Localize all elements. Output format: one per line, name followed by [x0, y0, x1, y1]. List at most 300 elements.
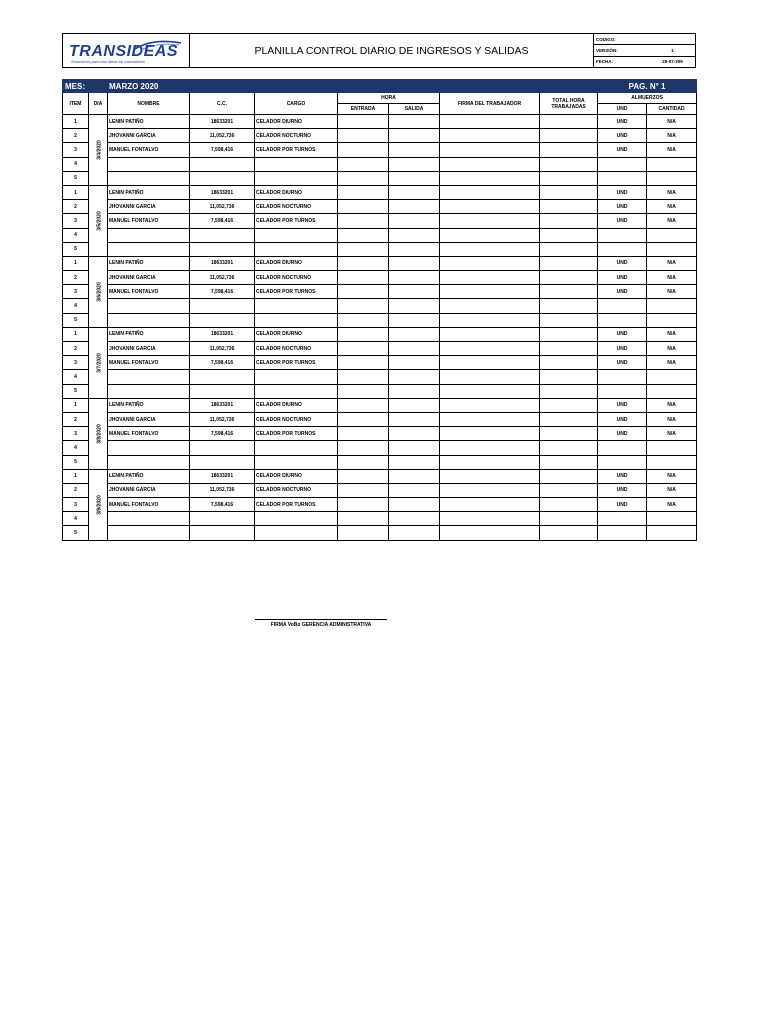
- salida-cell[interactable]: [389, 115, 440, 129]
- salida-cell[interactable]: [389, 313, 440, 327]
- entrada-cell[interactable]: [338, 455, 389, 469]
- item-cell: 3: [63, 143, 89, 157]
- entrada-cell[interactable]: [338, 129, 389, 143]
- total-hours-cell[interactable]: [540, 412, 598, 426]
- name-cell: [108, 370, 190, 384]
- cargo-cell: CELADOR DIURNO: [255, 327, 338, 341]
- name-cell: [108, 441, 190, 455]
- salida-cell[interactable]: [389, 185, 440, 199]
- total-hours-cell[interactable]: [540, 228, 598, 242]
- firma-cell[interactable]: [440, 271, 540, 285]
- cantidad-cell: [647, 228, 697, 242]
- salida-cell[interactable]: [389, 427, 440, 441]
- total-hours-cell[interactable]: [540, 129, 598, 143]
- salida-cell[interactable]: [389, 143, 440, 157]
- entrada-cell[interactable]: [338, 483, 389, 497]
- entrada-cell[interactable]: [338, 299, 389, 313]
- total-hours-cell[interactable]: [540, 441, 598, 455]
- entrada-cell[interactable]: [338, 285, 389, 299]
- entrada-cell[interactable]: [338, 498, 389, 512]
- cc-cell: 11,052,736: [190, 483, 255, 497]
- entrada-cell[interactable]: [338, 143, 389, 157]
- cargo-cell: CELADOR NOCTURNO: [255, 129, 338, 143]
- cantidad-cell: N/A: [647, 143, 697, 157]
- cc-cell: [190, 455, 255, 469]
- item-cell: 4: [63, 370, 89, 384]
- salida-cell[interactable]: [389, 370, 440, 384]
- total-hours-cell[interactable]: [540, 285, 598, 299]
- cc-cell: [190, 171, 255, 185]
- cantidad-cell: [647, 157, 697, 171]
- table-row: [63, 412, 697, 426]
- cantidad-cell: N/A: [647, 412, 697, 426]
- firma-cell[interactable]: [440, 512, 540, 526]
- item-cell: 2: [63, 129, 89, 143]
- name-cell: LENIN PATIÑO: [108, 115, 190, 129]
- entrada-cell[interactable]: [338, 398, 389, 412]
- cantidad-cell: N/A: [647, 498, 697, 512]
- total-hours-cell[interactable]: [540, 526, 598, 540]
- cantidad-cell: [647, 384, 697, 398]
- table-row: [63, 157, 697, 171]
- item-cell: 3: [63, 356, 89, 370]
- entrada-cell[interactable]: [338, 526, 389, 540]
- salida-cell[interactable]: [389, 157, 440, 171]
- cc-cell: 11,052,736: [190, 200, 255, 214]
- col-und: UND: [598, 104, 647, 115]
- item-cell: 4: [63, 228, 89, 242]
- total-hours-cell[interactable]: [540, 214, 598, 228]
- item-cell: 3: [63, 427, 89, 441]
- cantidad-cell: [647, 242, 697, 256]
- cargo-cell: [255, 228, 338, 242]
- cargo-cell: [255, 370, 338, 384]
- firma-cell[interactable]: [440, 115, 540, 129]
- cc-cell: [190, 512, 255, 526]
- item-cell: 5: [63, 242, 89, 256]
- col-cantidad: CANTIDAD: [647, 104, 697, 115]
- firma-cell[interactable]: [440, 185, 540, 199]
- cc-cell: [190, 441, 255, 455]
- cargo-cell: [255, 384, 338, 398]
- col-salida: SALIDA: [389, 104, 440, 115]
- und-cell: [598, 171, 647, 185]
- entrada-cell[interactable]: [338, 342, 389, 356]
- salida-cell[interactable]: [389, 455, 440, 469]
- cargo-cell: CELADOR NOCTURNO: [255, 200, 338, 214]
- total-hours-cell[interactable]: [540, 370, 598, 384]
- date-label: 3/5/2020: [96, 211, 103, 231]
- col-firma: FIRMA DEL TRABAJADOR: [440, 93, 540, 115]
- meta-fecha: [594, 57, 695, 67]
- firma-cell[interactable]: [440, 129, 540, 143]
- table-row: [63, 115, 697, 129]
- logo-tagline: Soluciones para sus ideas en movimiento: [71, 59, 145, 64]
- cargo-cell: CELADOR POR TURNOS: [255, 285, 338, 299]
- total-hours-cell[interactable]: [540, 143, 598, 157]
- firma-cell[interactable]: [440, 171, 540, 185]
- salida-cell[interactable]: [389, 342, 440, 356]
- und-cell: [598, 526, 647, 540]
- cargo-cell: CELADOR POR TURNOS: [255, 356, 338, 370]
- cc-cell: 7,598,416: [190, 214, 255, 228]
- total-hours-cell[interactable]: [540, 384, 598, 398]
- total-hours-cell[interactable]: [540, 398, 598, 412]
- firma-cell[interactable]: [440, 200, 540, 214]
- cantidad-cell: N/A: [647, 271, 697, 285]
- firma-cell[interactable]: [440, 398, 540, 412]
- table-row: [63, 498, 697, 512]
- table-row: [63, 398, 697, 412]
- table-row: [63, 427, 697, 441]
- meta-key: FECHA:: [596, 59, 613, 65]
- cantidad-cell: N/A: [647, 342, 697, 356]
- firma-cell[interactable]: [440, 356, 540, 370]
- und-cell: UND: [598, 285, 647, 299]
- date-label: 3/9/2020: [96, 494, 103, 515]
- cargo-cell: CELADOR DIURNO: [255, 256, 338, 270]
- entrada-cell[interactable]: [338, 214, 389, 228]
- und-cell: [598, 455, 647, 469]
- total-hours-cell[interactable]: [540, 469, 598, 483]
- cantidad-cell: N/A: [647, 356, 697, 370]
- table-row: [63, 200, 697, 214]
- total-hours-cell[interactable]: [540, 185, 598, 199]
- meta-value: 1: [671, 47, 674, 53]
- cc-cell: 7,598,416: [190, 498, 255, 512]
- entrada-cell[interactable]: [338, 356, 389, 370]
- table-row: [63, 214, 697, 228]
- table-row: [63, 129, 697, 143]
- name-cell: JHOVANNI GARCIA: [108, 271, 190, 285]
- entrada-cell[interactable]: [338, 313, 389, 327]
- item-cell: 5: [63, 384, 89, 398]
- col-dia: DIA: [89, 93, 108, 115]
- und-cell: [598, 370, 647, 384]
- name-cell: LENIN PATIÑO: [108, 398, 190, 412]
- item-cell: 1: [63, 469, 89, 483]
- cargo-cell: CELADOR NOCTURNO: [255, 271, 338, 285]
- salida-cell[interactable]: [389, 256, 440, 270]
- entrada-cell[interactable]: [338, 370, 389, 384]
- und-cell: UND: [598, 185, 647, 199]
- und-cell: UND: [598, 427, 647, 441]
- firma-cell[interactable]: [440, 469, 540, 483]
- col-entrada: ENTRADA: [338, 104, 389, 115]
- item-cell: 2: [63, 342, 89, 356]
- total-hours-cell[interactable]: [540, 271, 598, 285]
- und-cell: UND: [598, 327, 647, 341]
- und-cell: [598, 228, 647, 242]
- table-row: [63, 370, 697, 384]
- salida-cell[interactable]: [389, 441, 440, 455]
- table-row: [63, 285, 697, 299]
- item-cell: 4: [63, 157, 89, 171]
- firma-cell[interactable]: [440, 498, 540, 512]
- und-cell: UND: [598, 256, 647, 270]
- entrada-cell[interactable]: [338, 327, 389, 341]
- firma-cell[interactable]: [440, 526, 540, 540]
- und-cell: [598, 157, 647, 171]
- cargo-cell: CELADOR DIURNO: [255, 398, 338, 412]
- item-cell: 5: [63, 526, 89, 540]
- salida-cell[interactable]: [389, 398, 440, 412]
- cantidad-cell: N/A: [647, 256, 697, 270]
- table-row: [63, 526, 697, 540]
- cc-cell: 7,598,416: [190, 356, 255, 370]
- item-cell: 2: [63, 271, 89, 285]
- cargo-cell: [255, 512, 338, 526]
- salida-cell[interactable]: [389, 512, 440, 526]
- salida-cell[interactable]: [389, 412, 440, 426]
- firma-cell[interactable]: [440, 370, 540, 384]
- firma-cell[interactable]: [440, 228, 540, 242]
- table-row: [63, 171, 697, 185]
- meta-version: [594, 45, 695, 56]
- total-hours-cell[interactable]: [540, 299, 598, 313]
- cargo-cell: CELADOR POR TURNOS: [255, 214, 338, 228]
- firma-cell[interactable]: [440, 157, 540, 171]
- und-cell: UND: [598, 356, 647, 370]
- und-cell: [598, 441, 647, 455]
- signature-label: FIRMA VoBo GERENCIA ADMINISTRATIVA: [270, 622, 372, 628]
- item-cell: 3: [63, 214, 89, 228]
- firma-cell[interactable]: [440, 143, 540, 157]
- cargo-cell: CELADOR POR TURNOS: [255, 498, 338, 512]
- total-hours-cell[interactable]: [540, 157, 598, 171]
- cargo-cell: [255, 171, 338, 185]
- month-value: MARZO 2020: [108, 80, 598, 93]
- table-row: [63, 313, 697, 327]
- date-label: 3/6/2020: [96, 282, 103, 302]
- firma-cell[interactable]: [440, 299, 540, 313]
- total-hours-cell[interactable]: [540, 342, 598, 356]
- cantidad-cell: N/A: [647, 115, 697, 129]
- name-cell: [108, 455, 190, 469]
- item-cell: 2: [63, 200, 89, 214]
- salida-cell[interactable]: [389, 228, 440, 242]
- salida-cell[interactable]: [389, 384, 440, 398]
- firma-cell[interactable]: [440, 313, 540, 327]
- total-hours-cell[interactable]: [540, 256, 598, 270]
- total-hours-cell[interactable]: [540, 483, 598, 497]
- total-hours-cell[interactable]: [540, 498, 598, 512]
- table-row: [63, 185, 697, 199]
- cargo-cell: CELADOR DIURNO: [255, 115, 338, 129]
- cantidad-cell: [647, 441, 697, 455]
- table-row: [63, 512, 697, 526]
- col-almuerzos: ALMUERZOS: [598, 93, 697, 104]
- cantidad-cell: N/A: [647, 214, 697, 228]
- salida-cell[interactable]: [389, 285, 440, 299]
- salida-cell[interactable]: [389, 526, 440, 540]
- und-cell: [598, 384, 647, 398]
- und-cell: UND: [598, 469, 647, 483]
- salida-cell[interactable]: [389, 327, 440, 341]
- entrada-cell[interactable]: [338, 512, 389, 526]
- entrada-cell[interactable]: [338, 185, 389, 199]
- cantidad-cell: N/A: [647, 285, 697, 299]
- table-row: [63, 242, 697, 256]
- und-cell: [598, 242, 647, 256]
- entrada-cell[interactable]: [338, 441, 389, 455]
- und-cell: [598, 313, 647, 327]
- firma-cell[interactable]: [440, 285, 540, 299]
- table-row: [63, 228, 697, 242]
- cc-cell: [190, 242, 255, 256]
- cargo-cell: CELADOR DIURNO: [255, 469, 338, 483]
- entrada-cell[interactable]: [338, 228, 389, 242]
- salida-cell[interactable]: [389, 498, 440, 512]
- entrada-cell[interactable]: [338, 469, 389, 483]
- und-cell: [598, 299, 647, 313]
- name-cell: MANUEL FONTALVO: [108, 356, 190, 370]
- name-cell: [108, 526, 190, 540]
- cantidad-cell: N/A: [647, 398, 697, 412]
- meta-codigo: [594, 34, 695, 45]
- item-cell: 5: [63, 313, 89, 327]
- table-row: [63, 271, 697, 285]
- name-cell: MANUEL FONTALVO: [108, 214, 190, 228]
- firma-cell[interactable]: [440, 214, 540, 228]
- signature-line: [255, 619, 387, 620]
- cargo-cell: [255, 157, 338, 171]
- cantidad-cell: [647, 455, 697, 469]
- total-hours-cell[interactable]: [540, 171, 598, 185]
- total-hours-cell[interactable]: [540, 427, 598, 441]
- salida-cell[interactable]: [389, 299, 440, 313]
- entrada-cell[interactable]: [338, 256, 389, 270]
- cargo-cell: CELADOR DIURNO: [255, 185, 338, 199]
- month-bar: [63, 80, 697, 93]
- cc-cell: [190, 526, 255, 540]
- entrada-cell[interactable]: [338, 200, 389, 214]
- cantidad-cell: N/A: [647, 185, 697, 199]
- date-cell: [89, 256, 108, 327]
- firma-cell[interactable]: [440, 427, 540, 441]
- cantidad-cell: N/A: [647, 200, 697, 214]
- item-cell: 2: [63, 483, 89, 497]
- cantidad-cell: N/A: [647, 483, 697, 497]
- salida-cell[interactable]: [389, 171, 440, 185]
- page-number: PAG. N° 1: [598, 80, 697, 93]
- salida-cell[interactable]: [389, 356, 440, 370]
- form-meta: [594, 34, 695, 67]
- cc-cell: 18633201: [190, 327, 255, 341]
- firma-cell[interactable]: [440, 342, 540, 356]
- firma-cell[interactable]: [440, 483, 540, 497]
- meta-key: CODIGO:: [596, 36, 616, 42]
- date-label: 3/4/2020: [96, 140, 103, 160]
- date-cell: [89, 327, 108, 398]
- cc-cell: [190, 313, 255, 327]
- entrada-cell[interactable]: [338, 427, 389, 441]
- total-hours-cell[interactable]: [540, 242, 598, 256]
- salida-cell[interactable]: [389, 214, 440, 228]
- cantidad-cell: N/A: [647, 327, 697, 341]
- total-hours-cell[interactable]: [540, 356, 598, 370]
- table-row: [63, 356, 697, 370]
- entrada-cell[interactable]: [338, 157, 389, 171]
- firma-cell[interactable]: [440, 455, 540, 469]
- total-hours-cell[interactable]: [540, 327, 598, 341]
- salida-cell[interactable]: [389, 483, 440, 497]
- name-cell: [108, 313, 190, 327]
- entrada-cell[interactable]: [338, 242, 389, 256]
- table-row: [63, 441, 697, 455]
- und-cell: UND: [598, 412, 647, 426]
- salida-cell[interactable]: [389, 242, 440, 256]
- table-row: [63, 299, 697, 313]
- firma-cell[interactable]: [440, 242, 540, 256]
- name-cell: [108, 157, 190, 171]
- salida-cell[interactable]: [389, 200, 440, 214]
- table-row: [63, 469, 697, 483]
- total-hours-cell[interactable]: [540, 115, 598, 129]
- cargo-cell: CELADOR POR TURNOS: [255, 427, 338, 441]
- item-cell: 1: [63, 327, 89, 341]
- salida-cell[interactable]: [389, 271, 440, 285]
- date-cell: [89, 398, 108, 469]
- meta-key: VERSIÓN:: [596, 47, 618, 53]
- cc-cell: 11,052,736: [190, 342, 255, 356]
- salida-cell[interactable]: [389, 469, 440, 483]
- und-cell: [598, 512, 647, 526]
- attendance-table: [62, 79, 697, 541]
- cc-cell: [190, 384, 255, 398]
- firma-cell[interactable]: [440, 412, 540, 426]
- entrada-cell[interactable]: [338, 171, 389, 185]
- name-cell: [108, 228, 190, 242]
- firma-cell[interactable]: [440, 441, 540, 455]
- firma-cell[interactable]: [440, 327, 540, 341]
- item-cell: 1: [63, 398, 89, 412]
- firma-cell[interactable]: [440, 384, 540, 398]
- entrada-cell[interactable]: [338, 115, 389, 129]
- col-total: TOTAL HORA TRABAJADAS: [540, 93, 598, 115]
- date-label: 3/7/2020: [96, 353, 103, 373]
- name-cell: MANUEL FONTALVO: [108, 143, 190, 157]
- cc-cell: [190, 299, 255, 313]
- cc-cell: 11,052,736: [190, 271, 255, 285]
- name-cell: JHOVANNI GARCIA: [108, 342, 190, 356]
- item-cell: 4: [63, 441, 89, 455]
- total-hours-cell[interactable]: [540, 200, 598, 214]
- entrada-cell[interactable]: [338, 384, 389, 398]
- name-cell: [108, 384, 190, 398]
- cc-cell: 11,052,736: [190, 129, 255, 143]
- entrada-cell[interactable]: [338, 412, 389, 426]
- cargo-cell: CELADOR NOCTURNO: [255, 342, 338, 356]
- cantidad-cell: N/A: [647, 427, 697, 441]
- form-title: PLANILLA CONTROL DIARIO DE INGRESOS Y SALIDAS: [190, 34, 594, 67]
- cantidad-cell: [647, 171, 697, 185]
- table-row: [63, 342, 697, 356]
- salida-cell[interactable]: [389, 129, 440, 143]
- total-hours-cell[interactable]: [540, 455, 598, 469]
- entrada-cell[interactable]: [338, 271, 389, 285]
- name-cell: [108, 171, 190, 185]
- firma-cell[interactable]: [440, 256, 540, 270]
- name-cell: LENIN PATIÑO: [108, 185, 190, 199]
- cc-cell: 18633201: [190, 115, 255, 129]
- und-cell: UND: [598, 398, 647, 412]
- name-cell: MANUEL FONTALVO: [108, 498, 190, 512]
- table-row: [63, 384, 697, 398]
- total-hours-cell[interactable]: [540, 313, 598, 327]
- col-hora: HORA: [338, 93, 440, 104]
- total-hours-cell[interactable]: [540, 512, 598, 526]
